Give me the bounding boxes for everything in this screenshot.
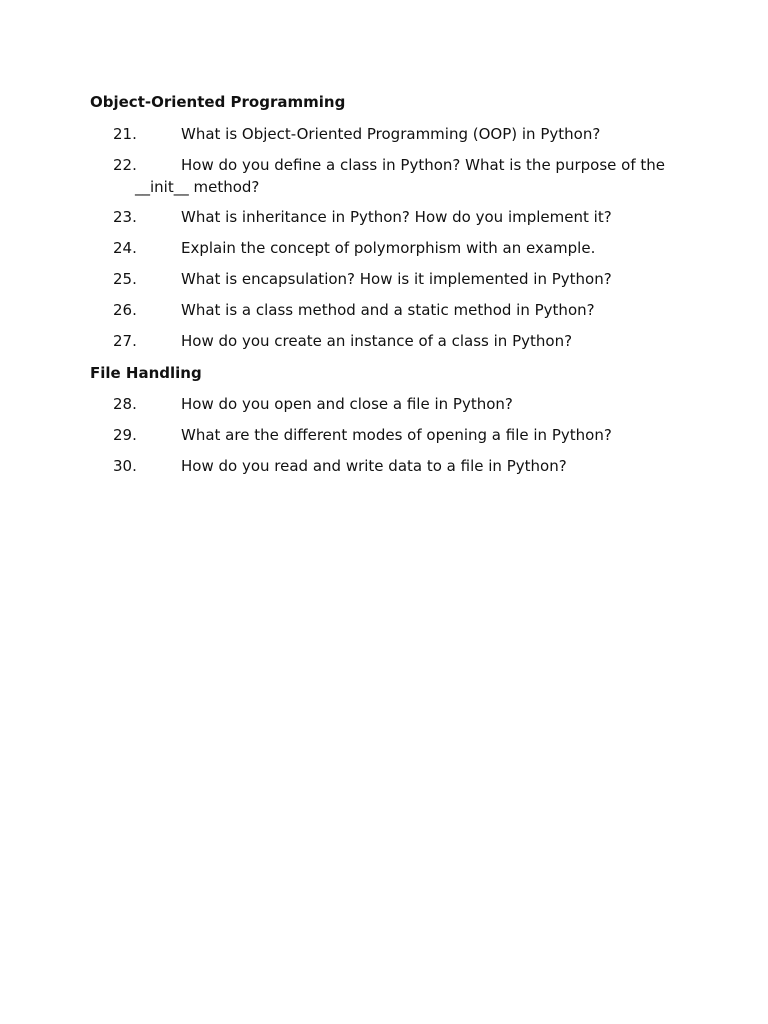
item-text: Explain the concept of polymorphism with an example. (181, 239, 596, 257)
item-number: 24. (113, 239, 137, 257)
list-item-30 (113, 455, 713, 477)
item-text: How do you open and close a file in Python? (181, 395, 513, 413)
list-item-21 (113, 123, 713, 145)
section-heading-oop: Object-Oriented Programming (90, 93, 346, 111)
list-item-25 (113, 268, 713, 290)
item-text: What is a class method and a static method in Python? (181, 301, 595, 319)
item-number: 25. (113, 270, 137, 288)
item-number: 26. (113, 301, 137, 319)
item-number: 29. (113, 426, 137, 444)
item-number: 22. (113, 156, 137, 174)
item-text: What is inheritance in Python? How do you implement it? (181, 208, 612, 226)
item-number: 21. (113, 125, 137, 143)
list-item-29 (113, 424, 713, 446)
item-number: 28. (113, 395, 137, 413)
list-item-27 (113, 330, 713, 352)
item-number: 23. (113, 208, 137, 226)
item-text: How do you create an instance of a class in Python? (181, 332, 573, 350)
item-text: What are the different modes of opening a file in Python? (181, 426, 612, 444)
list-item-23 (113, 206, 713, 228)
item-number: 30. (113, 457, 137, 475)
item-text: How do you read and write data to a file in Python? (181, 457, 567, 475)
item-text: What is Object-Oriented Programming (OOP) in Python? (181, 125, 601, 143)
list-item-26 (113, 299, 713, 321)
item-number: 27. (113, 332, 137, 350)
list-item-22 (113, 154, 673, 198)
list-item-24 (113, 237, 713, 259)
section-heading-file-handling: File Handling (90, 364, 202, 382)
list-item-28 (113, 393, 713, 415)
item-text: What is encapsulation? How is it implemented in Python? (181, 270, 612, 288)
item-text: How do you define a class in Python? What is the purpose of the __init__ method? (135, 156, 665, 196)
